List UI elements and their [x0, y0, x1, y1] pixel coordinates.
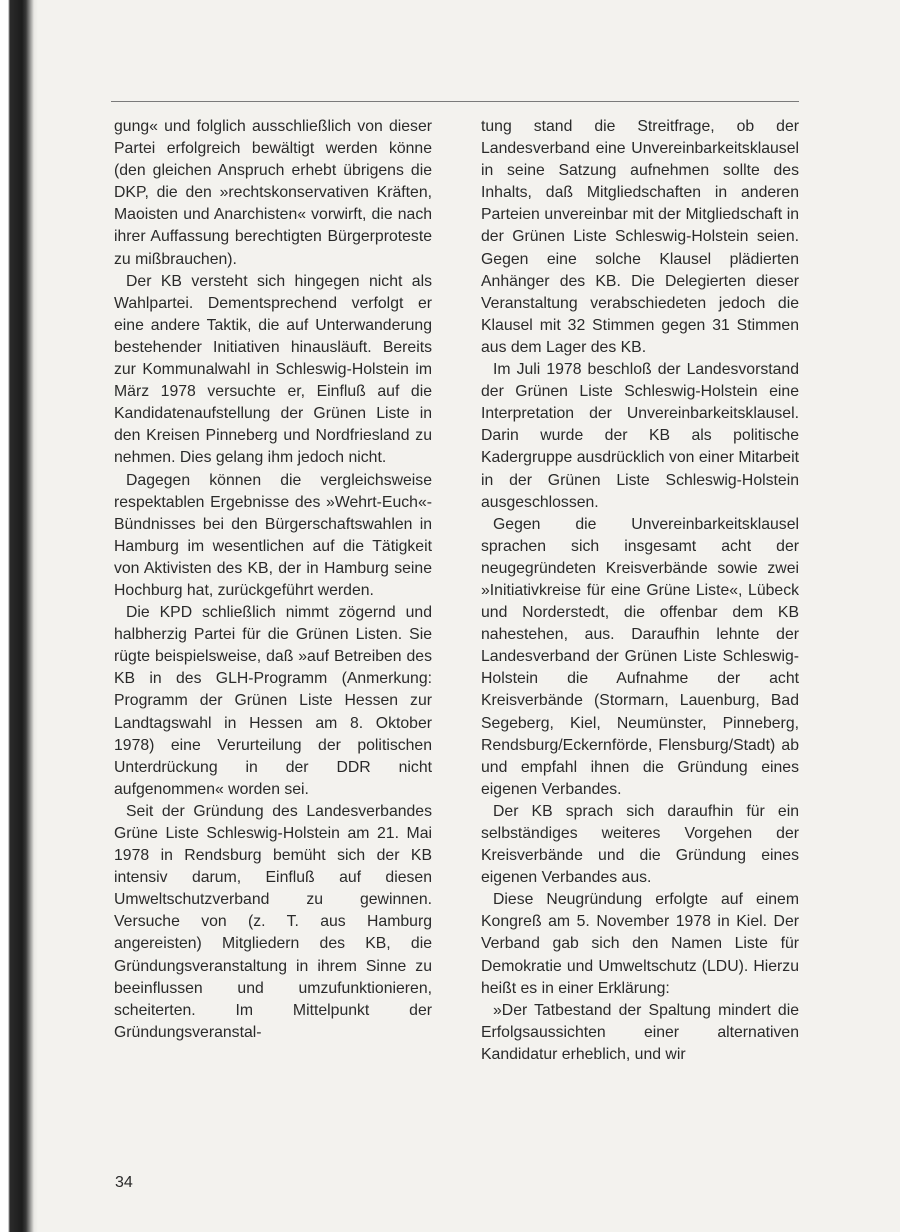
book-spine-shadow — [0, 0, 38, 1232]
paragraph: Der KB sprach sich daraufhin für ein selbständiges weiteres Vorgehen der Kreisverbände und die Gründung eines eigenen Verbandes aus. — [481, 802, 799, 887]
paragraph: Die KPD schließlich nimmt zögernd und halbherzig Partei für die Grünen Listen. Sie rügte beispielsweise, daß »auf Betreiben des KB in des GLH-Programm (Anmerkung: Programm der Grünen Liste Hessen zur Landtagswahl in Hessen am 8. Oktober 1978) eine Verurteilung der politischen Unterdrückung in der DDR nicht aufgenommen« worden sei. — [114, 604, 432, 798]
page-number: 34 — [115, 1174, 133, 1191]
paragraph: Gegen die Unvereinbarkeitsklausel sprachen sich insgesamt acht der neugegründeten Kreisverbände sowie zwei »Initiativkreise für eine Grüne Liste«, Lübeck und Norderstedt, die offenbar dem KB nahestehen, aus. Daraufhin lehnte der Landesverband der Grünen Liste Schleswig-Holstein die Aufnahme der acht Kreisverbände (Stormarn, Lauenburg, Bad Segeberg, Kiel, Neumünster, Pinneberg, Rendsburg/Eckernförde, Flensburg/Stadt) ab und empfahl ihnen die Gründung eines eigenen Verbandes. — [481, 515, 799, 798]
right-column — [481, 116, 799, 1066]
paragraph: gung« und folglich ausschließlich von dieser Partei erfolgreich bewältigt werden könne (den gleichen Anspruch erhebt übrigens die DKP, die den »rechtskonservativen Kräften, Maoisten und Anarchisten« vorwirft, die nach ihrer Auffassung berechtigten Bürgerproteste zu mißbrauchen). — [114, 118, 432, 268]
left-column — [114, 116, 432, 1044]
paragraph: Im Juli 1978 beschloß der Landesvorstand der Grünen Liste Schleswig-Holstein eine Interpretation der Unvereinbarkeitsklausel. Darin wurde der KB als politische Kadergruppe ausdrücklich von einer Mitarbeit in der Grünen Liste Schleswig-Holstein ausgeschlossen. — [481, 361, 799, 511]
paragraph: Der KB versteht sich hingegen nicht als Wahlpartei. Dementsprechend verfolgt er eine andere Taktik, die auf Unterwanderung bestehender Initiativen hinausläuft. Bereits zur Kommunalwahl in Schleswig-Holstein im März 1978 versuchte er, Einfluß auf die Kandidatenaufstellung der Grünen Liste in den Kreisen Pinneberg und Nordfriesland zu nehmen. Dies gelang ihm jedoch nicht. — [114, 272, 432, 467]
header-rule — [111, 101, 799, 102]
paragraph: tung stand die Streitfrage, ob der Landesverband eine Unvereinbarkeitsklausel in seine Satzung aufnehmen sollte des Inhalts, daß Mitgliedschaften in anderen Parteien unvereinbar mit der Mitgliedschaft in der Grünen Liste Schleswig-Holstein seien. Gegen eine solche Klausel plädierten Anhänger des KB. Die Delegierten dieser Veranstaltung verabschiedeten jedoch die Klausel mit 32 Stimmen gegen 31 Stimmen aus dem Lager des KB. — [481, 118, 799, 356]
paragraph: »Der Tatbestand der Spaltung mindert die Erfolgsaussichten einer alternativen Kandidatur erheblich, und wir — [481, 1001, 799, 1063]
paragraph: Seit der Gründung des Landesverbandes Grüne Liste Schleswig-Holstein am 21. Mai 1978 in Rendsburg bemüht sich der KB intensiv darum, Einfluß auf diesen Umweltschutzverband zu gewinnen. Versuche von (z. T. aus Hamburg angereisten) Mitgliedern des KB, die Gründungsveranstaltung in ihrem Sinne zu beeinflussen und umzufunktionieren, scheiterten. Im Mittelpunkt der Gründungsveranstal- — [114, 802, 432, 1041]
paragraph: Diese Neugründung erfolgte auf einem Kongreß am 5. November 1978 in Kiel. Der Verband gab sich den Namen Liste für Demokratie und Umweltschutz (LDU). Hierzu heißt es in einer Erklärung: — [481, 891, 799, 997]
paragraph: Dagegen können die vergleichsweise respektablen Ergebnisse des »Wehrt-Euch«-Bündnisses bei den Bürgerschaftswahlen in Hamburg im wesentlichen auf die Tätigkeit von Aktivisten des KB, der in Hamburg seine Hochburg hat, zurückgeführt werden. — [114, 471, 432, 599]
